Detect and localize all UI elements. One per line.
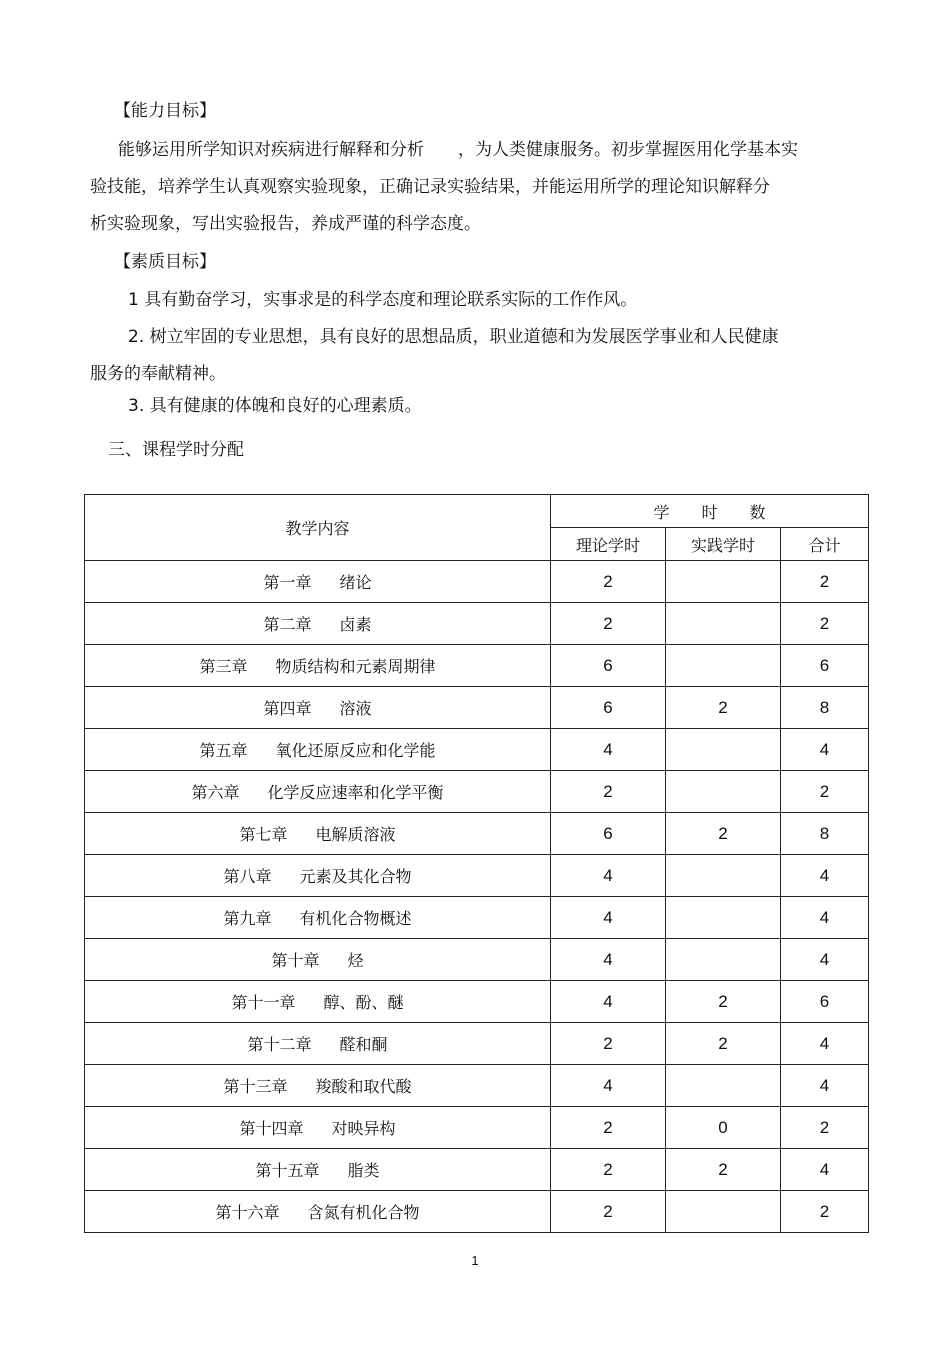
chapter-cell <box>85 645 551 687</box>
chapter-number: 第四章 <box>263 699 312 718</box>
ability-line-1: 能够运用所学知识对疾病进行解释和分析 ，为人类健康服务。初步掌握医用化学基本实 <box>118 140 798 160</box>
chapter-title: 绪论 <box>339 573 372 592</box>
table-row <box>85 1149 869 1191</box>
header-practice: 实践学时 <box>666 528 781 561</box>
total-hours: 4 <box>781 1023 869 1065</box>
table-row <box>85 897 869 939</box>
quality-item-1: 1 具有勤奋学习，实事求是的科学态度和理论联系实际的工作作风。 <box>128 290 638 310</box>
table-row <box>85 981 869 1023</box>
chapter-title: 氧化还原反应和化学能 <box>275 741 436 760</box>
theory-hours: 4 <box>551 981 666 1023</box>
chapter-number: 第九章 <box>223 909 272 928</box>
practice-hours: 2 <box>666 981 781 1023</box>
chapter-number: 第六章 <box>191 783 240 802</box>
practice-hours: 2 <box>666 813 781 855</box>
total-hours: 4 <box>781 1149 869 1191</box>
ability-line-2: 验技能，培养学生认真观察实验现象，正确记录实验结果，并能运用所学的理论知识解释分 <box>90 177 770 197</box>
chapter-number: 第十三章 <box>223 1077 288 1096</box>
header-theory: 理论学时 <box>551 528 666 561</box>
chapter-cell <box>85 939 551 981</box>
theory-hours: 2 <box>551 1023 666 1065</box>
total-hours: 8 <box>781 687 869 729</box>
practice-hours <box>666 939 781 981</box>
theory-hours: 2 <box>551 1191 666 1233</box>
chapter-number: 第五章 <box>199 741 248 760</box>
chapter-number: 第十章 <box>271 951 320 970</box>
table-header-row <box>85 495 869 528</box>
chapter-title: 化学反应速率和化学平衡 <box>267 783 444 802</box>
chapter-cell <box>85 1149 551 1191</box>
table-row <box>85 645 869 687</box>
chapter-cell <box>85 855 551 897</box>
theory-hours: 6 <box>551 687 666 729</box>
table-row <box>85 1065 869 1107</box>
chapter-cell <box>85 1107 551 1149</box>
chapter-number: 第七章 <box>239 825 288 844</box>
practice-hours <box>666 771 781 813</box>
chapter-number: 第八章 <box>223 867 272 886</box>
theory-hours: 2 <box>551 771 666 813</box>
theory-hours: 4 <box>551 939 666 981</box>
theory-hours: 2 <box>551 561 666 603</box>
chapter-title: 脂类 <box>347 1161 380 1180</box>
ability-heading: 【能力目标】 <box>114 101 216 121</box>
chapter-number: 第十四章 <box>239 1119 304 1138</box>
chapter-cell <box>85 729 551 771</box>
chapter-number: 第一章 <box>263 573 312 592</box>
total-hours: 2 <box>781 771 869 813</box>
quality-item-2-line-2: 服务的奉献精神。 <box>90 364 226 384</box>
theory-hours: 2 <box>551 603 666 645</box>
total-hours: 2 <box>781 1107 869 1149</box>
chapter-number: 第十五章 <box>255 1161 320 1180</box>
chapter-title: 有机化合物概述 <box>299 909 412 928</box>
theory-hours: 4 <box>551 855 666 897</box>
total-hours: 6 <box>781 645 869 687</box>
theory-hours: 4 <box>551 897 666 939</box>
table-row <box>85 1023 869 1065</box>
header-total: 合计 <box>781 528 869 561</box>
chapter-cell <box>85 981 551 1023</box>
chapter-title: 物质结构和元素周期律 <box>275 657 436 676</box>
theory-hours: 6 <box>551 813 666 855</box>
chapter-cell <box>85 1065 551 1107</box>
practice-hours <box>666 897 781 939</box>
practice-hours <box>666 603 781 645</box>
practice-hours: 2 <box>666 1149 781 1191</box>
practice-hours <box>666 561 781 603</box>
chapter-number: 第十二章 <box>247 1035 312 1054</box>
practice-hours <box>666 855 781 897</box>
chapter-number: 第二章 <box>263 615 312 634</box>
chapter-number: 第十一章 <box>231 993 296 1012</box>
chapter-cell <box>85 687 551 729</box>
chapter-cell <box>85 603 551 645</box>
quality-heading: 【素质目标】 <box>114 252 216 272</box>
chapter-cell <box>85 897 551 939</box>
chapter-cell <box>85 561 551 603</box>
total-hours: 4 <box>781 855 869 897</box>
table-row <box>85 603 869 645</box>
chapter-cell <box>85 813 551 855</box>
chapter-title: 卤素 <box>339 615 372 634</box>
total-hours: 4 <box>781 729 869 771</box>
header-content: 教学内容 <box>85 495 551 561</box>
theory-hours: 2 <box>551 1107 666 1149</box>
chapter-number: 第三章 <box>199 657 248 676</box>
practice-hours <box>666 1191 781 1233</box>
course-hours-table <box>84 494 869 1233</box>
page-number: 1 <box>471 1253 479 1268</box>
chapter-cell <box>85 771 551 813</box>
chapter-title: 电解质溶液 <box>315 825 396 844</box>
header-hours: 学 时 数 <box>551 495 869 528</box>
total-hours: 4 <box>781 1065 869 1107</box>
chapter-title: 元素及其化合物 <box>299 867 412 886</box>
table-row <box>85 939 869 981</box>
chapter-cell <box>85 1023 551 1065</box>
total-hours: 2 <box>781 603 869 645</box>
chapter-title: 羧酸和取代酸 <box>315 1077 412 1096</box>
chapter-title: 醇、酚、醚 <box>323 993 404 1012</box>
table-row <box>85 687 869 729</box>
ability-line-3: 析实验现象，写出实验报告，养成严谨的科学态度。 <box>90 214 481 234</box>
chapter-cell <box>85 1191 551 1233</box>
quality-item-2-line-1: 2. 树立牢固的专业思想，具有良好的思想品质，职业道德和为发展医学事业和人民健康 <box>128 327 779 347</box>
total-hours: 8 <box>781 813 869 855</box>
chapter-title: 对映异构 <box>331 1119 396 1138</box>
table-row <box>85 561 869 603</box>
chapter-title: 烃 <box>347 951 364 970</box>
chapter-title: 溶液 <box>339 699 372 718</box>
practice-hours: 2 <box>666 1023 781 1065</box>
practice-hours: 0 <box>666 1107 781 1149</box>
chapter-title: 含氮有机化合物 <box>307 1203 420 1222</box>
chapter-title: 醛和酮 <box>339 1035 388 1054</box>
practice-hours <box>666 1065 781 1107</box>
total-hours: 2 <box>781 561 869 603</box>
total-hours: 4 <box>781 939 869 981</box>
table-row <box>85 813 869 855</box>
table-row <box>85 1191 869 1233</box>
total-hours: 2 <box>781 1191 869 1233</box>
theory-hours: 4 <box>551 1065 666 1107</box>
theory-hours: 6 <box>551 645 666 687</box>
table-row <box>85 1107 869 1149</box>
table-row <box>85 771 869 813</box>
theory-hours: 4 <box>551 729 666 771</box>
practice-hours <box>666 645 781 687</box>
total-hours: 4 <box>781 897 869 939</box>
table-row <box>85 729 869 771</box>
section-title: 三、课程学时分配 <box>108 440 244 460</box>
practice-hours <box>666 729 781 771</box>
practice-hours: 2 <box>666 687 781 729</box>
quality-item-3: 3. 具有健康的体魄和良好的心理素质。 <box>128 396 422 416</box>
total-hours: 6 <box>781 981 869 1023</box>
chapter-number: 第十六章 <box>215 1203 280 1222</box>
theory-hours: 2 <box>551 1149 666 1191</box>
table-row <box>85 855 869 897</box>
